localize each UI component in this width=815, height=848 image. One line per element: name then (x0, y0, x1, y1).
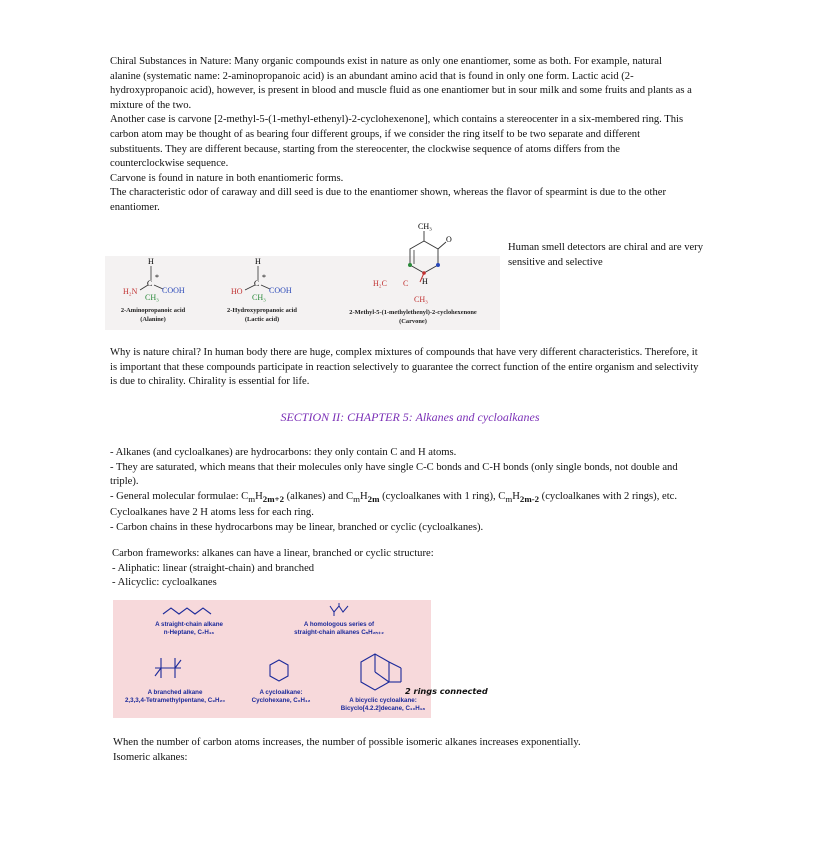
intro-paragraph-2: Another case is carvone [2-methyl-5-(1-methyl-ethenyl)-2-cyclohexenone], which contains a stereocenter in a six-membered ring. This carbon atom may be thought of as bearing four different groups, if we consider the ring itself to be two separate and different substituents. They are different because, starting from the stereocenter, the clockwise sequence of atoms differs from the counterclockwise sequence. (110, 114, 684, 170)
carvone-h2c: H₂C (373, 279, 387, 288)
frameworks-text (112, 547, 672, 591)
intro-paragraph-1: Chiral Substances in Nature: Many organic compounds exist in nature as only one enantiomer, some as both. For example, natural alanine (systematic name: 2-aminopropanoic acid) is an abundant amino acid that is found in only one form. Lactic acid (2-hydroxypropanoic acid), however, is present in blood and muscle fluid as one enantiomer but in sour milk and some fruits and plants as a mixture of the two. (110, 56, 692, 111)
bullet-1: - Alkanes (and cycloalkanes) are hydrocarbons: they only contain C and H atoms. (110, 447, 457, 458)
bullet-3-sub-2m2: 2m+2 (262, 493, 284, 504)
bullet-3-sub-m1: m (248, 493, 256, 504)
lactic-label: 2-Hydroxypropanoic acid (227, 307, 297, 314)
intro-paragraph-3: Carvone is found in nature in both enantiomeric forms. (110, 172, 344, 184)
bullet-3-h2: H (360, 490, 368, 502)
intro-text (110, 55, 695, 216)
bullet-3 (110, 490, 698, 521)
alanine-h: H (148, 257, 154, 266)
outro-text (113, 736, 693, 765)
bullet-3-h3: H (512, 490, 520, 502)
bullet-2: - They are saturated, which means that their molecules only have single C-C bonds and C-H bonds (only single bonds, not double and triple). (110, 461, 678, 488)
chiral-molecules-figure (105, 218, 505, 330)
bullet-4: - Carbon chains in these hydrocarbons may be linear, branched or cyclic (cycloalkanes). (110, 522, 484, 534)
bullet-3-sub-2m: 2m (367, 493, 380, 504)
homologous-caption-1: A homologous series of (303, 621, 375, 628)
frameworks-line-1: Carbon frameworks: alkanes can have a linear, branched or cyclic structure: (112, 548, 434, 559)
heptane-caption-1: A straight-chain alkane (155, 621, 223, 628)
alanine-common-label: (Alanine) (140, 316, 166, 323)
bullet-3-mid2: (cycloalkanes with 1 ring), C (379, 490, 506, 502)
branched-caption-2: 2,3,3,4-Tetramethylpentane, C₉H₂₀ (124, 697, 226, 704)
outro-line-2: Isomeric alkanes: (113, 751, 188, 763)
bicyclic-caption-2: Bicyclo[4.2.2]decane, C₁₀H₁₈ (340, 705, 426, 712)
smell-note: Human smell detectors are chiral and are very sensitive and selective (508, 242, 704, 268)
bullet-3-start: - General molecular formulae: C (110, 490, 249, 502)
lactic-common-label: (Lactic acid) (244, 316, 280, 323)
bullet-3-end: (cycloalkanes with 2 rings), etc. Cycloalkanes have 2 H atoms less for each ring. (110, 490, 677, 519)
intro-paragraph-4: The characteristic odor of caraway and dill seed is due to the enantiomer shown, whereas the flavor of spearmint is due to the other enantiomer. (110, 187, 666, 213)
alanine-acid: COOH (162, 286, 185, 295)
cyclohexane-caption-2: Cyclohexane, C₆H₁₂ (251, 697, 311, 704)
alkane-types-figure (113, 600, 493, 720)
carvone-methyl: CH₃ (414, 295, 428, 304)
bullet-3-sub-m3: m (505, 493, 513, 504)
alanine-star: * (155, 273, 159, 282)
bullet-3-h1: H (255, 490, 263, 502)
carvone-oxygen: O (446, 235, 452, 244)
handwritten-note: 2 rings connected (405, 686, 488, 696)
carvone-label: 2-Methyl-5-(1-methylethenyl)-2-cyclohexenone (349, 309, 477, 316)
branched-caption-1: A branched alkane (147, 689, 203, 696)
alkane-bullets (110, 446, 698, 536)
lactic-acid-group: COOH (269, 286, 292, 295)
outro-line-1: When the number of carbon atoms increases, the number of possible isomeric alkanes increases exponentially. (113, 737, 581, 748)
bicyclic-caption-1: A bicyclic cycloalkane: (349, 697, 417, 704)
alanine-methyl: CH₃ (145, 293, 159, 302)
carvone-common-label: (Carvone) (399, 318, 427, 325)
bullet-3-mid1: (alkanes) and C (284, 490, 354, 502)
alanine-c: C (147, 279, 153, 288)
lactic-c: C (254, 279, 260, 288)
carvone-c: C (403, 279, 409, 288)
frameworks-line-3: - Alicyclic: cycloalkanes (112, 577, 217, 589)
frameworks-line-2: - Aliphatic: linear (straight-chain) and branched (112, 562, 315, 574)
alanine-amine: H₂N (123, 287, 138, 296)
heptane-caption-2: n-Heptane, C₇H₁₆ (163, 629, 215, 636)
lactic-h: H (255, 257, 261, 266)
lactic-hydroxyl: HO (231, 287, 243, 296)
homologous-caption-2: straight-chain alkanes CₙH₂ₙ₊₂ (294, 629, 384, 636)
bullet-3-sub-2m-2: 2m-2 (519, 493, 540, 504)
bullet-3-sub-m2: m (353, 493, 361, 504)
lactic-methyl: CH₃ (252, 293, 266, 302)
carvone-h: H (422, 277, 428, 286)
section-title: SECTION II: CHAPTER 5: Alkanes and cycloalkanes (280, 410, 540, 424)
lactic-star: * (262, 273, 266, 282)
cyclohexane-caption-1: A cycloalkane: (259, 689, 303, 696)
alanine-label: 2-Aminopropanoic acid (120, 307, 186, 314)
why-paragraph: Why is nature chiral? In human body there are huge, complex mixtures of compounds that have very different characteristics. Therefore, it is important that these compounds participate in reaction selectively to guarantee the correct function of the entire organism and selectivity is due to chirality. Chirality is essential for life. (110, 347, 699, 388)
carvone-top-methyl: CH₃ (418, 222, 432, 231)
